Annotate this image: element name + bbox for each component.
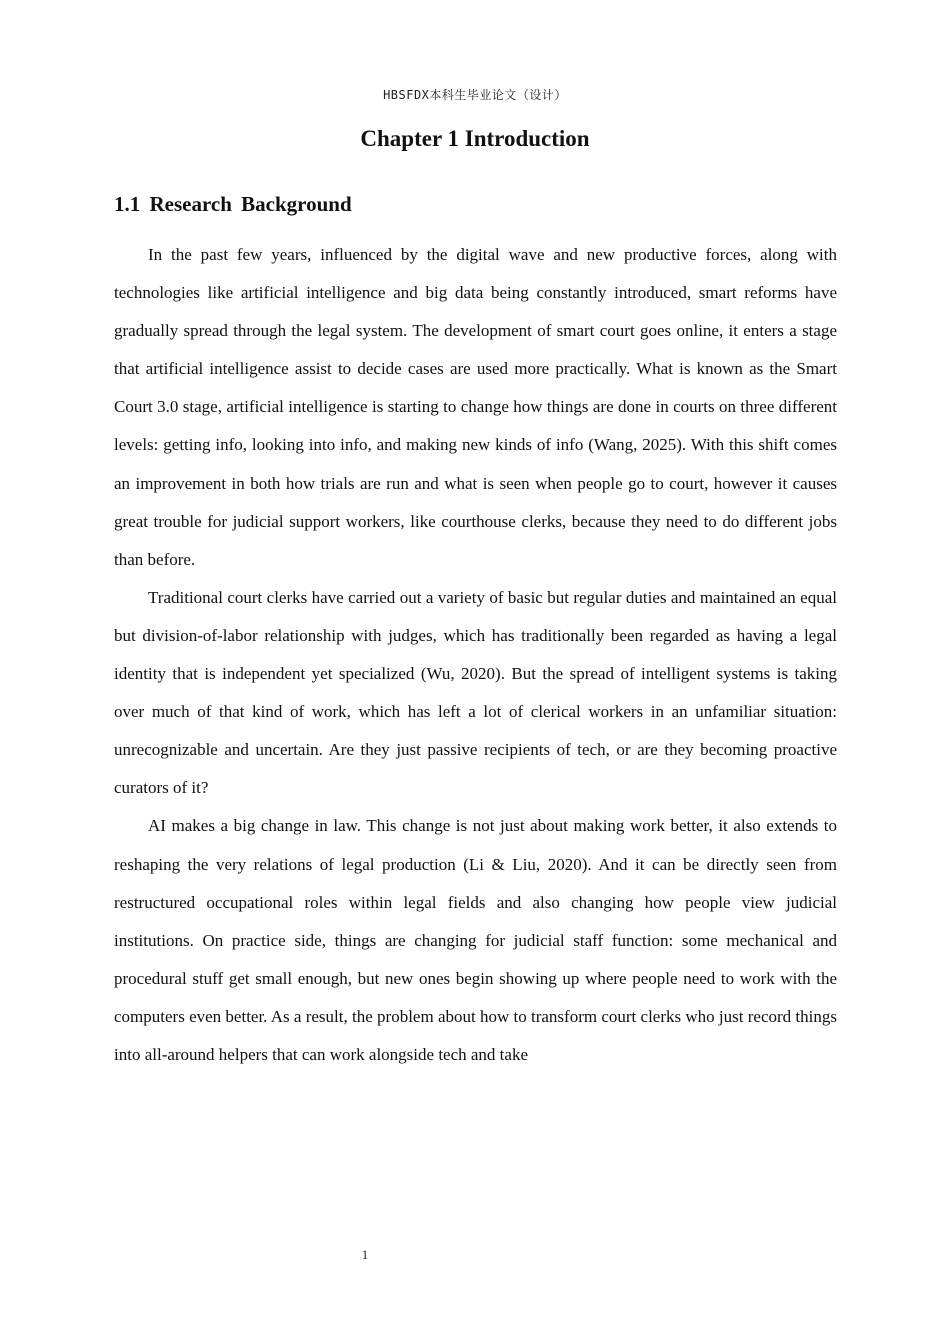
paragraph-1: In the past few years, influenced by the digital wave and new productive forces, along with technologies like artificial intelligence and big data being constantly introduced, smart reforms have gradually spread through the legal system. The development of smart court goes online, it enters a stage that artificial intelligence assist to decide cases are used more practically. What is known as the Smart Court 3.0 stage, artificial intelligence is starting to change how things are done in courts on three different levels: getting info, looking into info, and making new kinds of info (Wang, 2025). With this shift comes an improvement in both how trials are run and what is seen when people go to court, however it causes great trouble for judicial support workers, like courthouse clerks, because they need to do different jobs than before. bbox=[114, 245, 837, 569]
running-header: HBSFDX本科生毕业论文（设计） bbox=[383, 88, 567, 102]
page-number: 1 bbox=[361, 1247, 369, 1262]
section-heading: 1.1 Research Background bbox=[114, 192, 352, 216]
chapter-title: Chapter 1 Introduction bbox=[360, 126, 590, 151]
paragraph-2: Traditional court clerks have carried out a variety of basic but regular duties and maintained an equal but division-of-labor relationship with judges, which has traditionally been regarded as having a legal identity that is independent yet specialized (Wu, 2020). But the spread of intelligent systems is taking over much of that kind of work, which has left a lot of clerical workers in an unfamiliar situation: unrecognizable and uncertain. Are they just passive recipients of tech, or are they becoming proactive curators of it? bbox=[114, 587, 837, 798]
paragraph-3: AI makes a big change in law. This change is not just about making work better, it also extends to reshaping the very relations of legal production (Li & Liu, 2020). And it can be directly seen from restructured occupational roles within legal fields and also changing how people view judicial institutions. On practice side, things are changing for judicial staff function: some mechanical and procedural stuff get small enough, but new ones begin showing up where people need to work with the computers even better. As a result, the problem about how to transform court clerks who just record things into all-around helpers that can work alongside tech and take bbox=[114, 816, 837, 1064]
body-text bbox=[114, 236, 837, 1074]
